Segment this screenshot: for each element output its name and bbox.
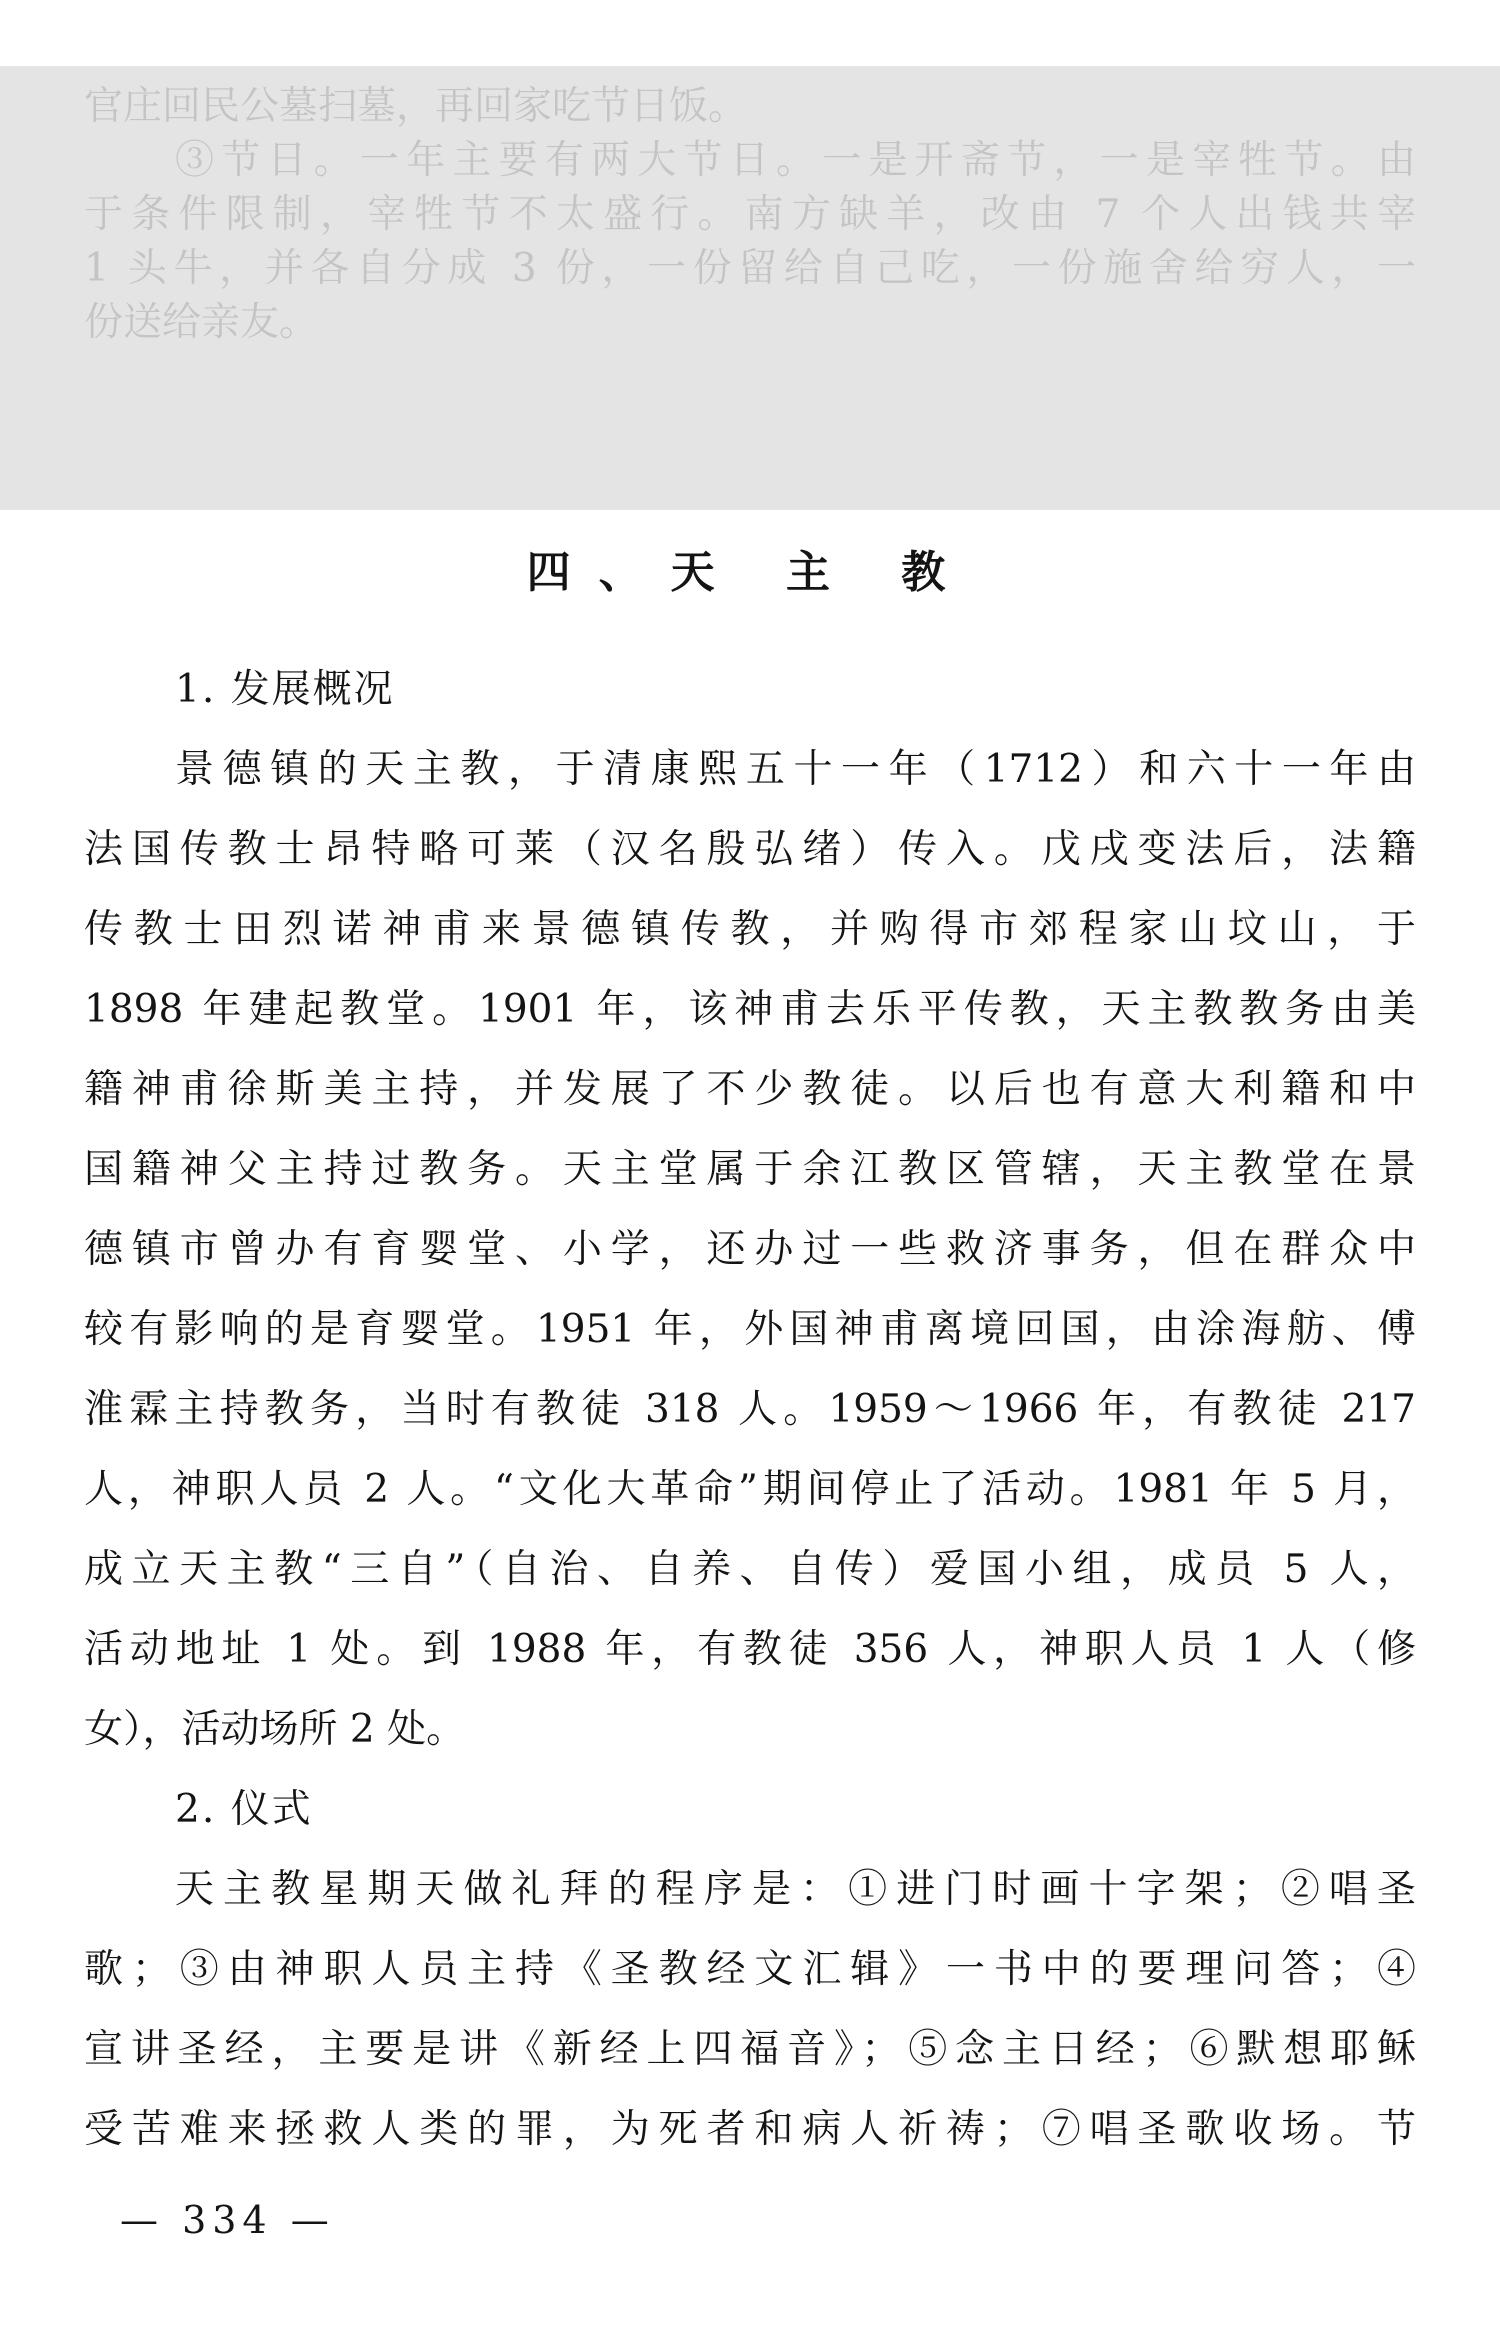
text-line: 国籍神父主持过教务。天主堂属于余江教区管辖，天主教堂在景 xyxy=(84,1147,1416,1192)
text-line: 受苦难来拯救人类的罪，为死者和病人祈祷；⑦唱圣歌收场。节 xyxy=(84,2107,1416,2152)
text-line: 女），活动场所 2 处。 xyxy=(84,1707,466,1752)
faded-line: ③节日。一年主要有两大节日。一是开斋节，一是宰牲节。由 xyxy=(175,138,1416,183)
text-line: 景德镇的天主教，于清康熙五十一年（1712）和六十一年由 xyxy=(175,747,1416,792)
text-line: 人，神职人员 2 人。“文化大革命”期间停止了活动。1981 年 5 月， xyxy=(84,1467,1416,1512)
text-line: 传教士田烈诺神甫来景德镇传教，并购得市郊程家山坟山，于 xyxy=(84,907,1416,952)
text-line: 活动地址 1 处。到 1988 年，有教徒 356 人，神职人员 1 人（修 xyxy=(84,1627,1416,1672)
faded-line: 官庄回民公墓扫墓，再回家吃节日饭。 xyxy=(84,84,748,129)
section-title: 四、天 主 教 xyxy=(526,547,974,598)
subsection-title-ritual: 2. 仪式 xyxy=(175,1787,313,1832)
text-line: 天主教星期天做礼拜的程序是：①进门时画十字架；②唱圣 xyxy=(175,1867,1416,1912)
text-line: 宣讲圣经，主要是讲《新经上四福音》；⑤念主日经；⑥默想耶稣 xyxy=(84,2027,1416,2072)
text-line: 籍神甫徐斯美主持，并发展了不少教徒。以后也有意大利籍和中 xyxy=(84,1067,1416,1112)
faded-line: 1 头牛，并各自分成 3 份，一份留给自己吃，一份施舍给穷人，一 xyxy=(84,246,1416,291)
text-line: 淮霖主持教务，当时有教徒 318 人。1959～1966 年，有教徒 217 xyxy=(84,1387,1416,1432)
text-line: 法国传教士昂特略可莱（汉名殷弘绪）传入。戊戌变法后，法籍 xyxy=(84,827,1416,872)
text-line: 较有影响的是育婴堂。1951 年，外国神甫离境回国，由涂海舫、傅 xyxy=(84,1307,1416,1352)
faded-line: 于条件限制，宰牲节不太盛行。南方缺羊，改由 7 个人出钱共宰 xyxy=(84,192,1416,237)
faded-line: 份送给亲友。 xyxy=(84,300,319,345)
text-line: 1898 年建起教堂。1901 年，该神甫去乐平传教，天主教教务由美 xyxy=(84,987,1416,1032)
subsection-title-development: 1. 发展概况 xyxy=(175,667,395,712)
page-number: — 334 — xyxy=(120,2198,335,2242)
text-line: 成立天主教“三自”（自治、自养、自传）爱国小组，成员 5 人， xyxy=(84,1547,1416,1592)
text-line: 德镇市曾办有育婴堂、小学，还办过一些救济事务，但在群众中 xyxy=(84,1227,1416,1272)
text-line: 歌；③由神职人员主持《圣教经文汇辑》一书中的要理问答；④ xyxy=(84,1947,1416,1992)
